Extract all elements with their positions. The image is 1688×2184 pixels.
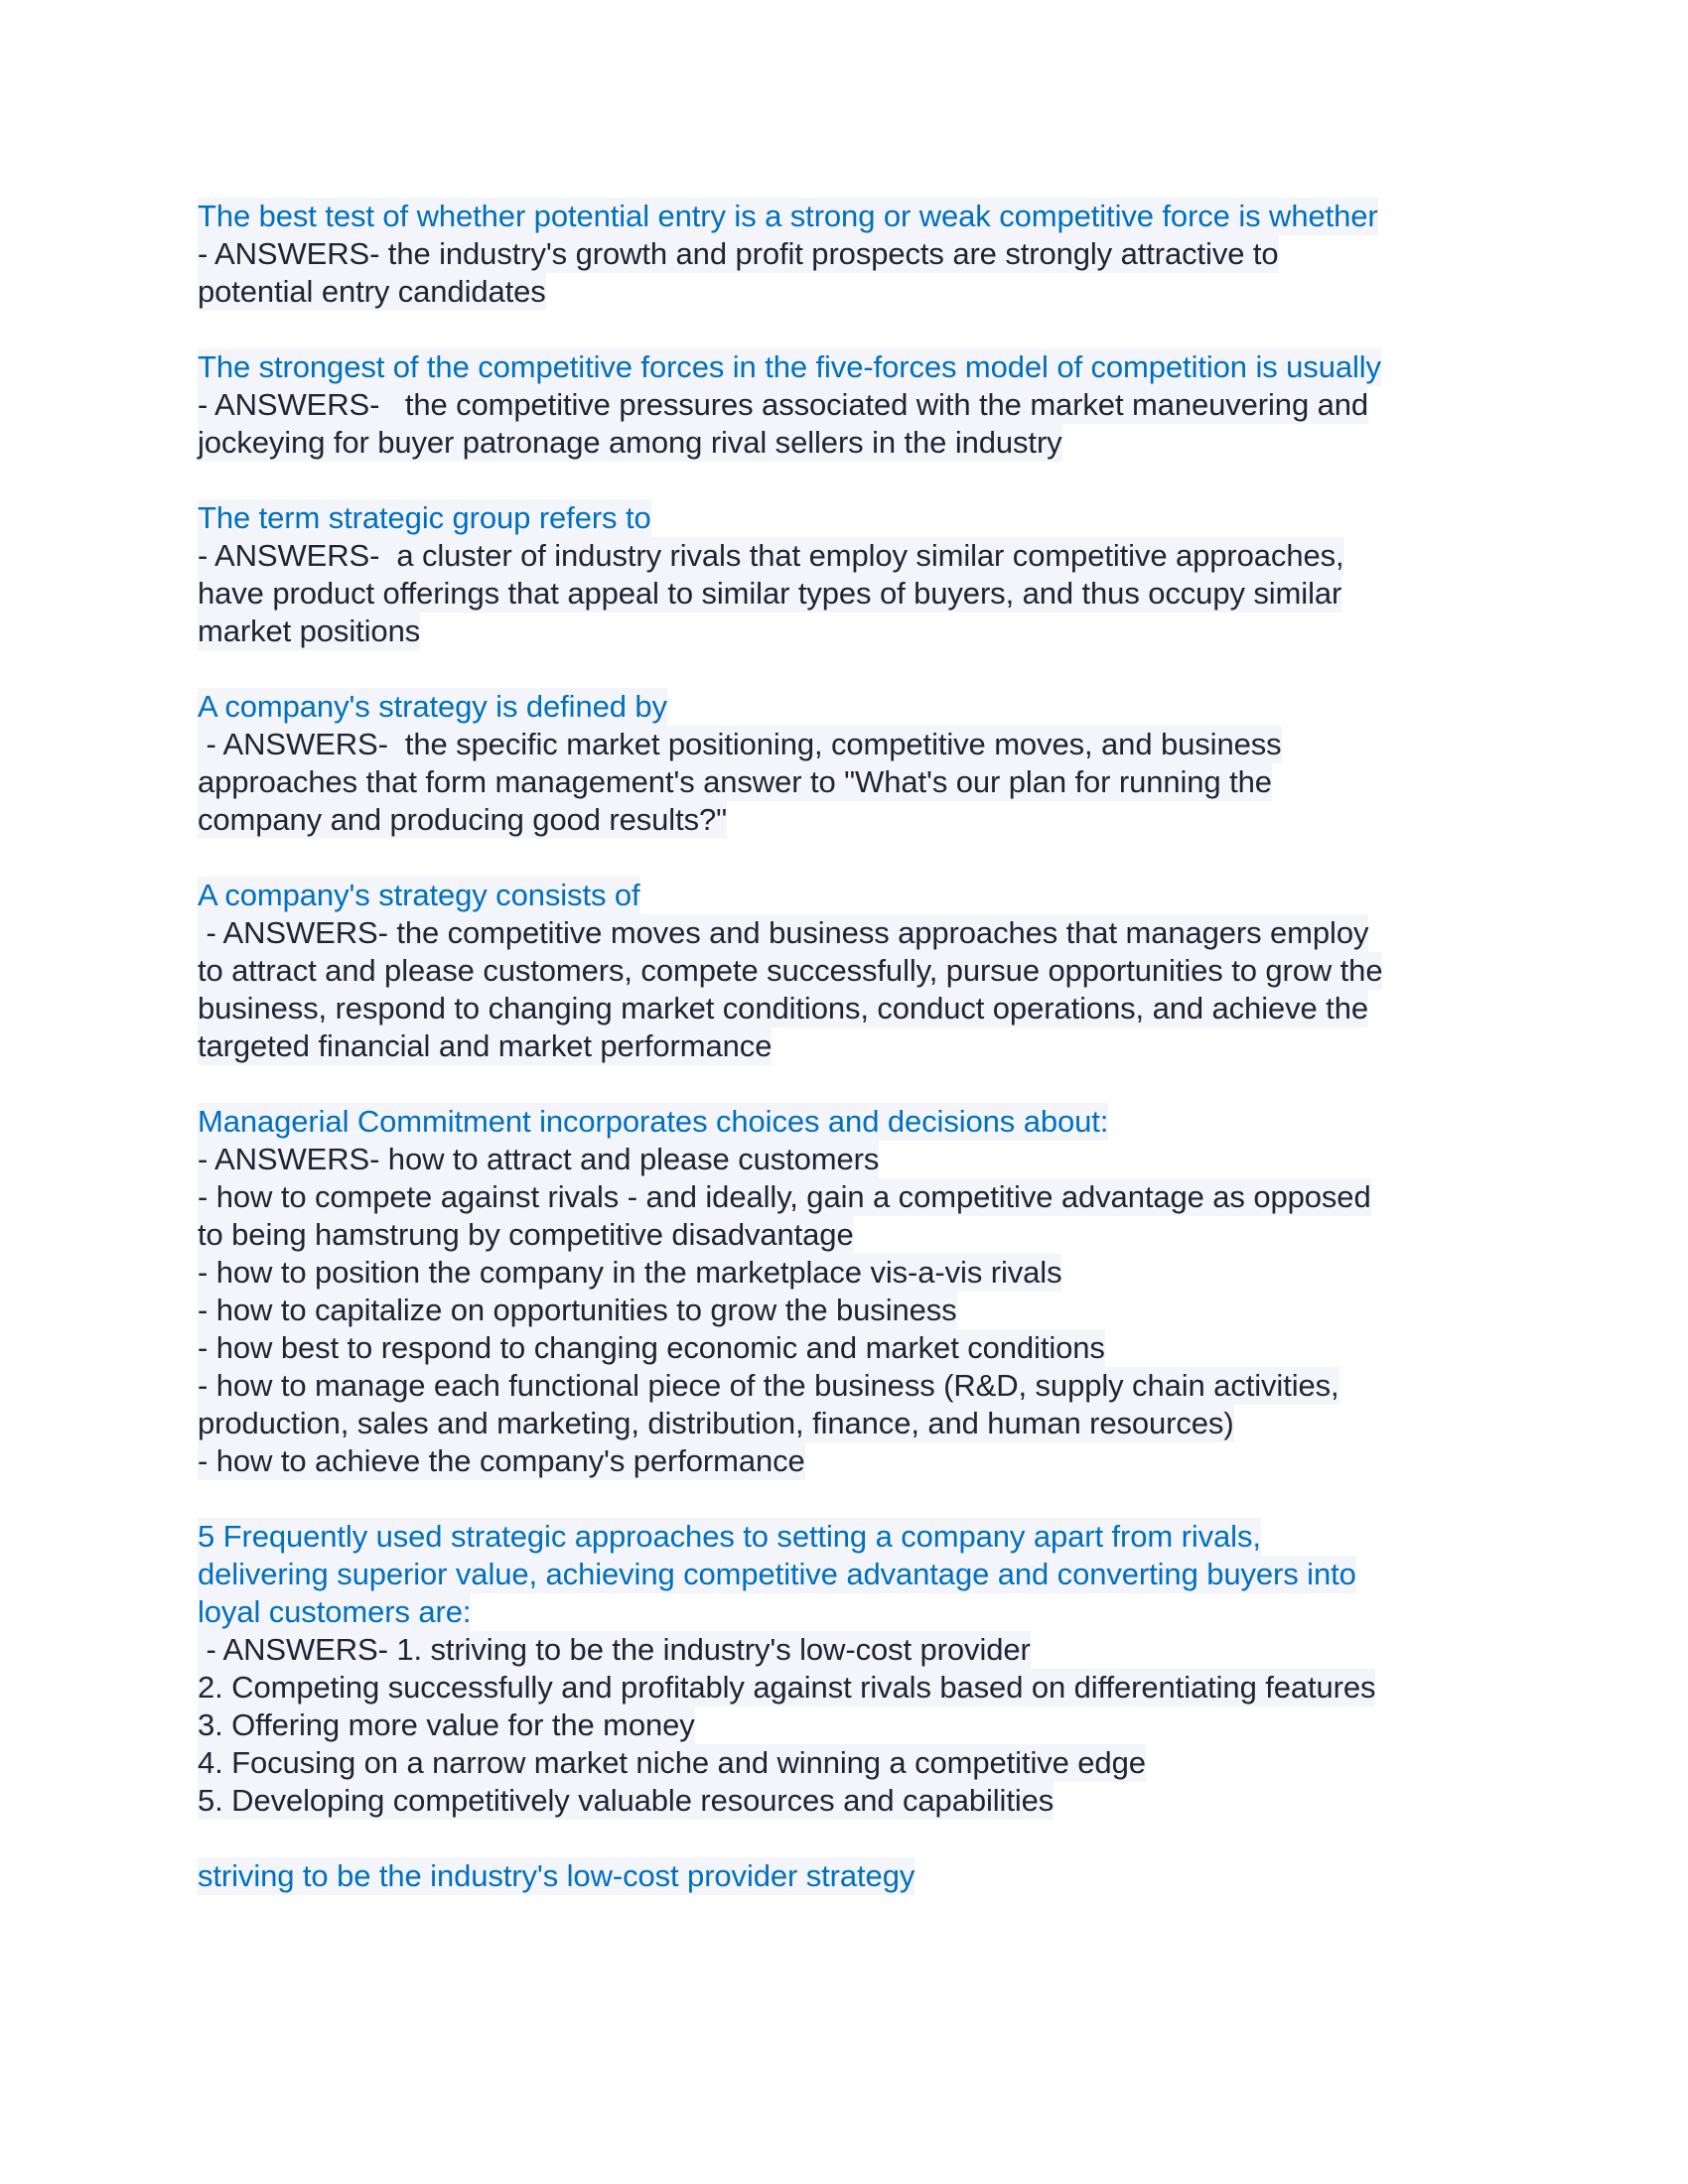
flashcard-4: [198, 688, 1518, 839]
answer-line: 5. Developing competitively valuable resources and capabilities: [198, 1783, 1055, 1818]
question-line: loyal customers are:: [198, 1594, 472, 1629]
flashcard-3: [198, 499, 1518, 650]
question-line: The strongest of the competitive forces in the five-forces model of competition is usually: [198, 349, 1381, 384]
answer-line: - ANSWERS- the industry's growth and profit prospects are strongly attractive to: [198, 236, 1279, 271]
answer-line: - ANSWERS- the competitive moves and business approaches that managers employ: [198, 915, 1369, 950]
answer-line: - how to compete against rivals - and ideally, gain a competitive advantage as opposed: [198, 1179, 1371, 1214]
answer-line: jockeying for buyer patronage among rival sellers in the industry: [198, 425, 1062, 460]
answer-line: market positions: [198, 614, 421, 648]
question-line: A company's strategy is defined by: [198, 689, 667, 724]
answer-line: to being hamstrung by competitive disadvantage: [198, 1217, 854, 1252]
answer-line: targeted financial and market performance: [198, 1028, 773, 1063]
answer-line: - how to position the company in the marketplace vis-a-vis rivals: [198, 1255, 1062, 1290]
answer-line: - ANSWERS- the specific market positioning, competitive moves, and business: [198, 727, 1282, 761]
flashcard-5: [198, 877, 1518, 1065]
answer-line: business, respond to changing market conditions, conduct operations, and achieve the: [198, 991, 1368, 1025]
flashcard-8: [198, 1857, 1518, 1895]
answer-line: - ANSWERS- the competitive pressures associated with the market maneuvering and: [198, 387, 1369, 422]
question-line: A company's strategy consists of: [198, 878, 640, 912]
answer-line: 3. Offering more value for the money: [198, 1707, 695, 1742]
question-line: delivering superior value, achieving competitive advantage and converting buyers into: [198, 1557, 1356, 1591]
answer-line: - ANSWERS- a cluster of industry rivals that employ similar competitive approaches,: [198, 538, 1344, 573]
answer-line: production, sales and marketing, distribution, finance, and human resources): [198, 1406, 1234, 1440]
answer-line: - how to manage each functional piece of the business (R&D, supply chain activities,: [198, 1368, 1339, 1403]
answer-line: approaches that form management's answer to "What's our plan for running the: [198, 764, 1272, 799]
question-line: The best test of whether potential entry is a strong or weak competitive force is whether: [198, 199, 1378, 233]
answer-line: - ANSWERS- 1. striving to be the industry's low-cost provider: [198, 1632, 1031, 1667]
answer-line: potential entry candidates: [198, 274, 546, 309]
answer-line: - how to achieve the company's performance: [198, 1443, 805, 1478]
answer-line: - how best to respond to changing economic and market conditions: [198, 1330, 1105, 1365]
answer-line: 4. Focusing on a narrow market niche and winning a competitive edge: [198, 1745, 1146, 1780]
question-line: 5 Frequently used strategic approaches to setting a company apart from rivals,: [198, 1519, 1261, 1554]
flashcard-7: [198, 1518, 1518, 1820]
answer-line: have product offerings that appeal to similar types of buyers, and thus occupy similar: [198, 576, 1342, 611]
flashcard-1: [198, 198, 1518, 311]
answer-line: 2. Competing successfully and profitably against rivals based on differentiating features: [198, 1670, 1376, 1705]
question-line: The term strategic group refers to: [198, 500, 651, 535]
flashcard-document: [198, 198, 1518, 1933]
question-line: striving to be the industry's low-cost provider strategy: [198, 1858, 915, 1893]
answer-line: - how to capitalize on opportunities to grow the business: [198, 1293, 957, 1327]
question-line: Managerial Commitment incorporates choices and decisions about:: [198, 1104, 1109, 1139]
answer-line: - ANSWERS- how to attract and please customers: [198, 1142, 880, 1176]
answer-line: company and producing good results?": [198, 802, 728, 837]
flashcard-2: [198, 348, 1518, 462]
answer-line: to attract and please customers, compete successfully, pursue opportunities to grow the: [198, 953, 1383, 988]
flashcard-6: [198, 1103, 1518, 1480]
